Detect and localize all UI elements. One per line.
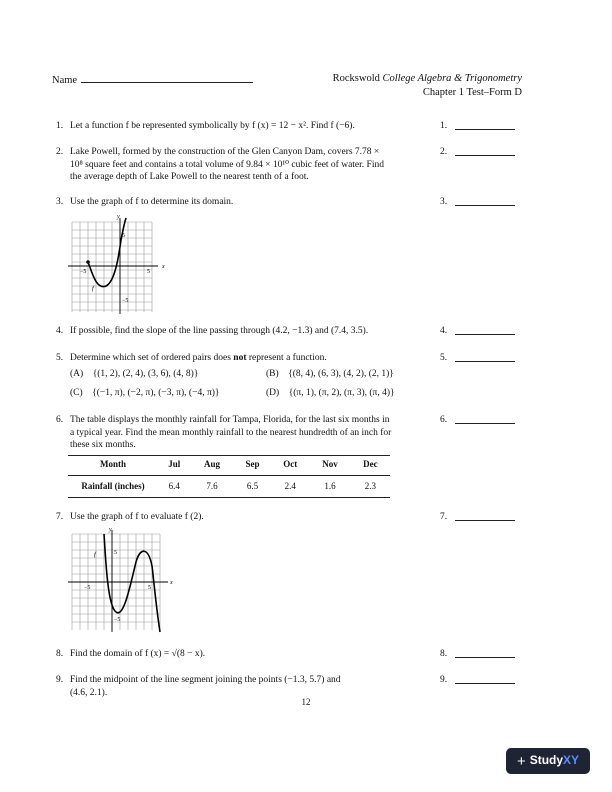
endpoint-dot	[86, 260, 90, 264]
answer-number: 1.	[440, 121, 448, 131]
tick-label-neg5: −5	[114, 617, 121, 623]
function-label: f	[92, 285, 94, 292]
answer-number: 5.	[440, 353, 448, 363]
question-1: 1. Let a function f be represented symbolically by f (x) = 12 − x². Find f (−6).	[56, 121, 355, 131]
tick-label-5: 5	[148, 585, 151, 591]
question-4: 4. If possible, find the slope of the line passing through (4.2, −1.3) and (7.4, 3.5).	[56, 326, 369, 336]
answer-blank-3[interactable]	[455, 197, 515, 206]
name-field-label	[52, 72, 253, 88]
answer-number: 3.	[440, 197, 448, 207]
option-c: (C) {(−1, π), (−2, π), (−3, π), (−4, π)}	[70, 388, 220, 398]
studyxy-badge[interactable]	[506, 748, 590, 774]
plus-icon: +	[516, 752, 526, 770]
option-a: (A) {(1, 2), (2, 4), (3, 6), (4, 8)}	[70, 369, 199, 379]
question-7: 7. Use the graph of f to evaluate f (2).	[56, 512, 204, 522]
answer-number: 7.	[440, 512, 448, 522]
question-9: 9. Find the midpoint of the line segment joining the points (−1.3, 5.7) and (4.6, 2.1).	[56, 675, 341, 698]
answer-number: 2.	[440, 147, 448, 157]
y-axis-label: y	[117, 214, 120, 220]
x-axis-label: x	[162, 264, 165, 270]
function-label: f	[94, 551, 96, 558]
table-row: Rainfall (inches) 6.4 7.6 6.5 2.4 1.6 2.3	[81, 480, 377, 491]
answer-number: 8.	[440, 649, 448, 659]
tick-label-5: 5	[122, 233, 125, 239]
tick-label-neg5: −5	[80, 269, 87, 275]
y-axis-label: y	[109, 527, 112, 533]
rainfall-table	[68, 455, 390, 498]
answer-number: 9.	[440, 675, 448, 685]
tick-label-5: 5	[114, 550, 117, 556]
answer-blank-8[interactable]	[455, 649, 515, 658]
answer-blank-9[interactable]	[455, 675, 515, 684]
option-d: (D) {(π, 1), (π, 2), (π, 3), (π, 4)}	[266, 388, 395, 398]
brand-text: StudyXY	[529, 753, 580, 768]
x-axis-label: x	[170, 580, 173, 586]
question-8: 8. Find the domain of f (x) = √(8 − x).	[56, 649, 206, 659]
test-form: Chapter 1 Test–Form D	[422, 86, 522, 98]
table-header-row: Month Jul Aug Sep Oct Nov Dec	[68, 456, 390, 476]
answer-blank-1[interactable]	[455, 121, 515, 130]
graph-question-7	[64, 526, 182, 639]
tick-label-5: 5	[147, 269, 150, 275]
name-input-line[interactable]	[81, 72, 253, 83]
tick-label-neg5: −5	[84, 585, 91, 591]
test-header	[333, 72, 522, 100]
answer-blank-4[interactable]	[455, 326, 515, 335]
book-title: Rockswold College Algebra & Trigonometry	[332, 73, 522, 84]
question-6: 6. The table displays the monthly rainfall for Tampa, Florida, for the last six months in a typical year. Find the mean monthly rainfall to the nearest hundredth of an inch for these six months.	[56, 415, 392, 451]
answer-blank-7[interactable]	[455, 512, 515, 521]
answer-blank-6[interactable]	[455, 415, 515, 424]
graph-question-3	[64, 212, 174, 323]
question-3: 3. Use the graph of f to determine its domain.	[56, 197, 234, 207]
answer-blank-2[interactable]	[455, 147, 515, 156]
name-label: Name	[52, 75, 78, 86]
question-5: 5. Determine which set of ordered pairs does not represent a function.	[56, 353, 327, 363]
grid	[72, 222, 152, 312]
option-b: (B) {(8, 4), (6, 3), (4, 2), (2, 1)}	[266, 369, 394, 379]
answer-blank-5[interactable]	[455, 353, 515, 362]
question-2: 2. Lake Powell, formed by the construction of the Glen Canyon Dam, covers 7.78 × 10⁸ square feet and contains a total volume of 9.84 × 10¹⁰ cubic feet of water. Find the average depth of Lake Powell to the nearest tenth of a foot.	[56, 147, 384, 183]
page-number: 12	[301, 697, 311, 707]
tick-label-neg5: −5	[122, 298, 129, 304]
answer-number: 6.	[440, 415, 448, 425]
answer-number: 4.	[440, 326, 448, 336]
